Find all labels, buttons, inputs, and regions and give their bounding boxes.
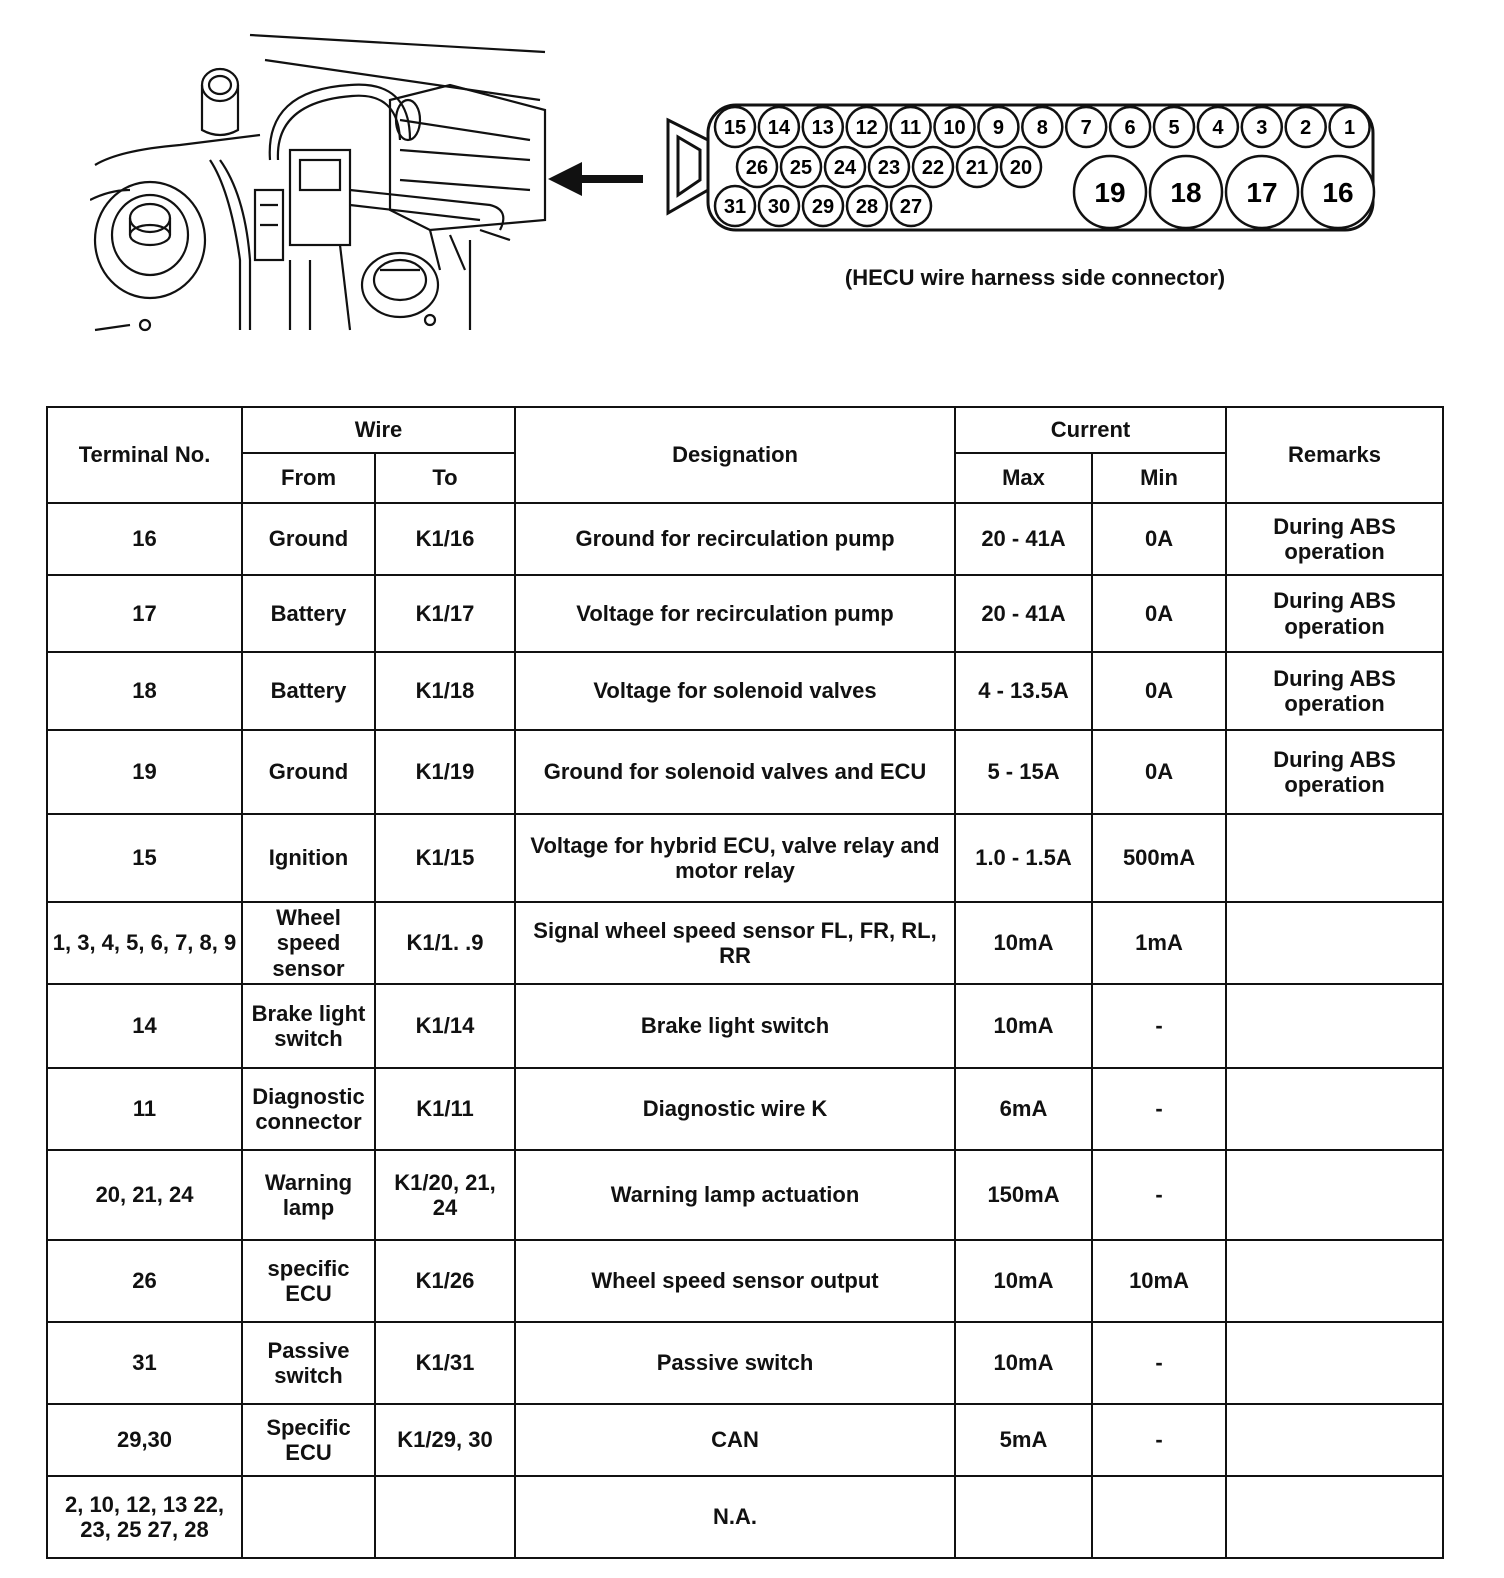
cell-designation: Passive switch: [515, 1322, 955, 1404]
connector-pin: [1198, 107, 1238, 147]
cell-designation: Warning lamp actuation: [515, 1150, 955, 1240]
cell-min: -: [1092, 1150, 1226, 1240]
cell-min: 10mA: [1092, 1240, 1226, 1322]
cell-designation: Voltage for hybrid ECU, valve relay and motor relay: [515, 814, 955, 902]
connector-pin: [825, 147, 865, 187]
cell-to: K1/1. .9: [375, 902, 515, 984]
connector-pin: [737, 147, 777, 187]
cell-to: K1/16: [375, 503, 515, 575]
cell-max: 10mA: [955, 1240, 1092, 1322]
cell-min: -: [1092, 1068, 1226, 1150]
header-to: To: [375, 453, 515, 503]
cell-min: 500mA: [1092, 814, 1226, 902]
connector-pin: [1066, 107, 1106, 147]
cell-remarks: [1226, 1404, 1443, 1476]
header-wire: Wire: [242, 407, 515, 453]
cell-from: Brake light switch: [242, 984, 375, 1068]
connector-pin: [803, 107, 843, 147]
cell-terminal: 17: [47, 575, 242, 652]
connector-pin: [715, 186, 755, 226]
cell-remarks: [1226, 1322, 1443, 1404]
cell-to: K1/15: [375, 814, 515, 902]
cell-terminal: 29,30: [47, 1404, 242, 1476]
connector-pin: [957, 147, 997, 187]
pin-number: 10: [943, 117, 966, 140]
pin-number: 21: [965, 157, 989, 180]
cell-designation: Diagnostic wire K: [515, 1068, 955, 1150]
pin-number: 3: [1256, 117, 1268, 140]
cell-to: [375, 1476, 515, 1558]
cell-terminal: 15: [47, 814, 242, 902]
cell-designation: Voltage for solenoid valves: [515, 652, 955, 730]
cell-max: 20 - 41A: [955, 575, 1092, 652]
cell-terminal: 26: [47, 1240, 242, 1322]
cell-min: -: [1092, 1322, 1226, 1404]
connector-pin: [891, 107, 931, 147]
cell-remarks: [1226, 1150, 1443, 1240]
pin-number: 28: [855, 196, 879, 219]
cell-from: Specific ECU: [242, 1404, 375, 1476]
pin-number: 29: [811, 196, 835, 219]
connector-pin: [1150, 156, 1222, 228]
pin-number: 23: [877, 157, 901, 180]
connector-pin: [978, 107, 1018, 147]
cell-designation: Brake light switch: [515, 984, 955, 1068]
pin-number: 11: [900, 117, 922, 140]
cell-max: 5 - 15A: [955, 730, 1092, 814]
pin-number: 20: [1009, 157, 1033, 180]
cell-remarks: [1226, 1240, 1443, 1322]
connector-pin: [1110, 107, 1150, 147]
cell-max: 4 - 13.5A: [955, 652, 1092, 730]
pin-number: 17: [1246, 177, 1278, 209]
pin-number: 8: [1036, 117, 1048, 140]
cell-max: 10mA: [955, 902, 1092, 984]
cell-designation: CAN: [515, 1404, 955, 1476]
connector-pin: [1074, 156, 1146, 228]
cell-terminal: 19: [47, 730, 242, 814]
pin-number: 16: [1322, 177, 1354, 209]
connector-caption: (HECU wire harness side connector): [844, 265, 1226, 290]
cell-terminal: 31: [47, 1322, 242, 1404]
cell-designation: Ground for solenoid valves and ECU: [515, 730, 955, 814]
table-row: [47, 1240, 1443, 1322]
cell-from: Ground: [242, 730, 375, 814]
cell-terminal: 20, 21, 24: [47, 1150, 242, 1240]
table-row: [47, 652, 1443, 730]
connector-pin: [1330, 107, 1370, 147]
connector-pin: [803, 186, 843, 226]
table-row: [47, 1322, 1443, 1404]
connector-pins: [715, 107, 1374, 228]
cell-remarks: During ABS operation: [1226, 730, 1443, 814]
cell-to: K1/14: [375, 984, 515, 1068]
cell-designation: Wheel speed sensor output: [515, 1240, 955, 1322]
connector-pin: [847, 186, 887, 226]
pin-number: 31: [723, 196, 747, 219]
cell-to: K1/17: [375, 575, 515, 652]
cell-from: Battery: [242, 575, 375, 652]
table-row: [47, 503, 1443, 575]
connector-pin: [1302, 156, 1374, 228]
cell-min: -: [1092, 984, 1226, 1068]
connector-pin: [781, 147, 821, 187]
connector-pin: [1001, 147, 1041, 187]
cell-terminal: 11: [47, 1068, 242, 1150]
table-row: [47, 730, 1443, 814]
table-row: [47, 814, 1443, 902]
header-designation: Designation: [515, 407, 955, 503]
cell-max: 10mA: [955, 1322, 1092, 1404]
pin-number: 24: [833, 157, 857, 180]
cell-to: K1/11: [375, 1068, 515, 1150]
pin-number: 13: [811, 117, 834, 140]
table-row: [47, 1476, 1443, 1558]
header-min: Min: [1092, 453, 1226, 503]
header-max: Max: [955, 453, 1092, 503]
cell-max: 5mA: [955, 1404, 1092, 1476]
pin-number: 26: [745, 157, 769, 180]
cell-max: 20 - 41A: [955, 503, 1092, 575]
pin-number: 5: [1168, 117, 1180, 140]
cell-remarks: During ABS operation: [1226, 575, 1443, 652]
pin-number: 1: [1344, 117, 1356, 140]
table-row: [47, 984, 1443, 1068]
header-current: Current: [955, 407, 1226, 453]
connector-pin: [1226, 156, 1298, 228]
pin-number: 9: [992, 117, 1004, 140]
connector-pin: [847, 107, 887, 147]
connector-pin: [715, 107, 755, 147]
connector-pin: [759, 107, 799, 147]
cell-min: 0A: [1092, 575, 1226, 652]
cell-min: 1mA: [1092, 902, 1226, 984]
cell-designation: Signal wheel speed sensor FL, FR, RL, RR: [515, 902, 955, 984]
cell-min: -: [1092, 1404, 1226, 1476]
hecu-connector-diagram: [660, 95, 1390, 240]
cell-to: K1/19: [375, 730, 515, 814]
connector-pin: [891, 186, 931, 226]
terminal-spec-table: [46, 406, 1444, 1559]
cell-from: Battery: [242, 652, 375, 730]
table-row: [47, 1068, 1443, 1150]
cell-to: K1/20, 21, 24: [375, 1150, 515, 1240]
cell-designation: Voltage for recirculation pump: [515, 575, 955, 652]
pin-number: 12: [855, 117, 878, 140]
header-remarks: Remarks: [1226, 407, 1443, 503]
pin-number: 6: [1124, 117, 1136, 140]
cell-designation: Ground for recirculation pump: [515, 503, 955, 575]
cell-designation: N.A.: [515, 1476, 955, 1558]
header-terminal: Terminal No.: [47, 407, 242, 503]
cell-terminal: 16: [47, 503, 242, 575]
table-row: [47, 902, 1443, 984]
cell-min: 0A: [1092, 652, 1226, 730]
pin-number: 19: [1094, 177, 1126, 209]
connector-pin: [935, 107, 975, 147]
cell-max: 150mA: [955, 1150, 1092, 1240]
pin-number: 15: [723, 117, 747, 140]
cell-from: Passive switch: [242, 1322, 375, 1404]
table-row: [47, 1404, 1443, 1476]
connector-pin: [1154, 107, 1194, 147]
cell-min: [1092, 1476, 1226, 1558]
cell-remarks: [1226, 1476, 1443, 1558]
pin-number: 22: [921, 157, 945, 180]
connector-pin: [1242, 107, 1282, 147]
cell-from: Diagnostic connector: [242, 1068, 375, 1150]
cell-min: 0A: [1092, 730, 1226, 814]
pin-number: 7: [1080, 117, 1092, 140]
connector-pin: [759, 186, 799, 226]
cell-remarks: [1226, 984, 1443, 1068]
cell-remarks: During ABS operation: [1226, 652, 1443, 730]
arrow-left-icon: [548, 158, 643, 200]
pin-number: 25: [789, 157, 813, 180]
cell-from: Wheel speed sensor: [242, 902, 375, 984]
cell-from: [242, 1476, 375, 1558]
engine-bay-illustration: [90, 30, 560, 335]
cell-remarks: [1226, 814, 1443, 902]
cell-remarks: During ABS operation: [1226, 503, 1443, 575]
cell-to: K1/18: [375, 652, 515, 730]
connector-pin: [1286, 107, 1326, 147]
cell-remarks: [1226, 902, 1443, 984]
cell-max: 6mA: [955, 1068, 1092, 1150]
cell-max: 10mA: [955, 984, 1092, 1068]
header-from: From: [242, 453, 375, 503]
cell-from: Warning lamp: [242, 1150, 375, 1240]
cell-to: K1/26: [375, 1240, 515, 1322]
cell-terminal: 2, 10, 12, 13 22, 23, 25 27, 28: [47, 1476, 242, 1558]
pin-number: 30: [767, 196, 791, 219]
connector-pin: [1022, 107, 1062, 147]
cell-terminal: 1, 3, 4, 5, 6, 7, 8, 9: [47, 902, 242, 984]
cell-max: [955, 1476, 1092, 1558]
cell-terminal: 18: [47, 652, 242, 730]
pin-number: 4: [1212, 117, 1224, 140]
connector-pin: [869, 147, 909, 187]
table-row: [47, 1150, 1443, 1240]
pin-number: 27: [899, 196, 923, 219]
connector-pin: [913, 147, 953, 187]
cell-from: Ignition: [242, 814, 375, 902]
cell-terminal: 14: [47, 984, 242, 1068]
pin-number: 18: [1170, 177, 1202, 209]
cell-from: Ground: [242, 503, 375, 575]
cell-min: 0A: [1092, 503, 1226, 575]
pin-number: 2: [1300, 117, 1312, 140]
cell-max: 1.0 - 1.5A: [955, 814, 1092, 902]
cell-from: specific ECU: [242, 1240, 375, 1322]
pin-number: 14: [767, 117, 791, 140]
table-row: [47, 575, 1443, 652]
cell-to: K1/31: [375, 1322, 515, 1404]
cell-remarks: [1226, 1068, 1443, 1150]
cell-to: K1/29, 30: [375, 1404, 515, 1476]
